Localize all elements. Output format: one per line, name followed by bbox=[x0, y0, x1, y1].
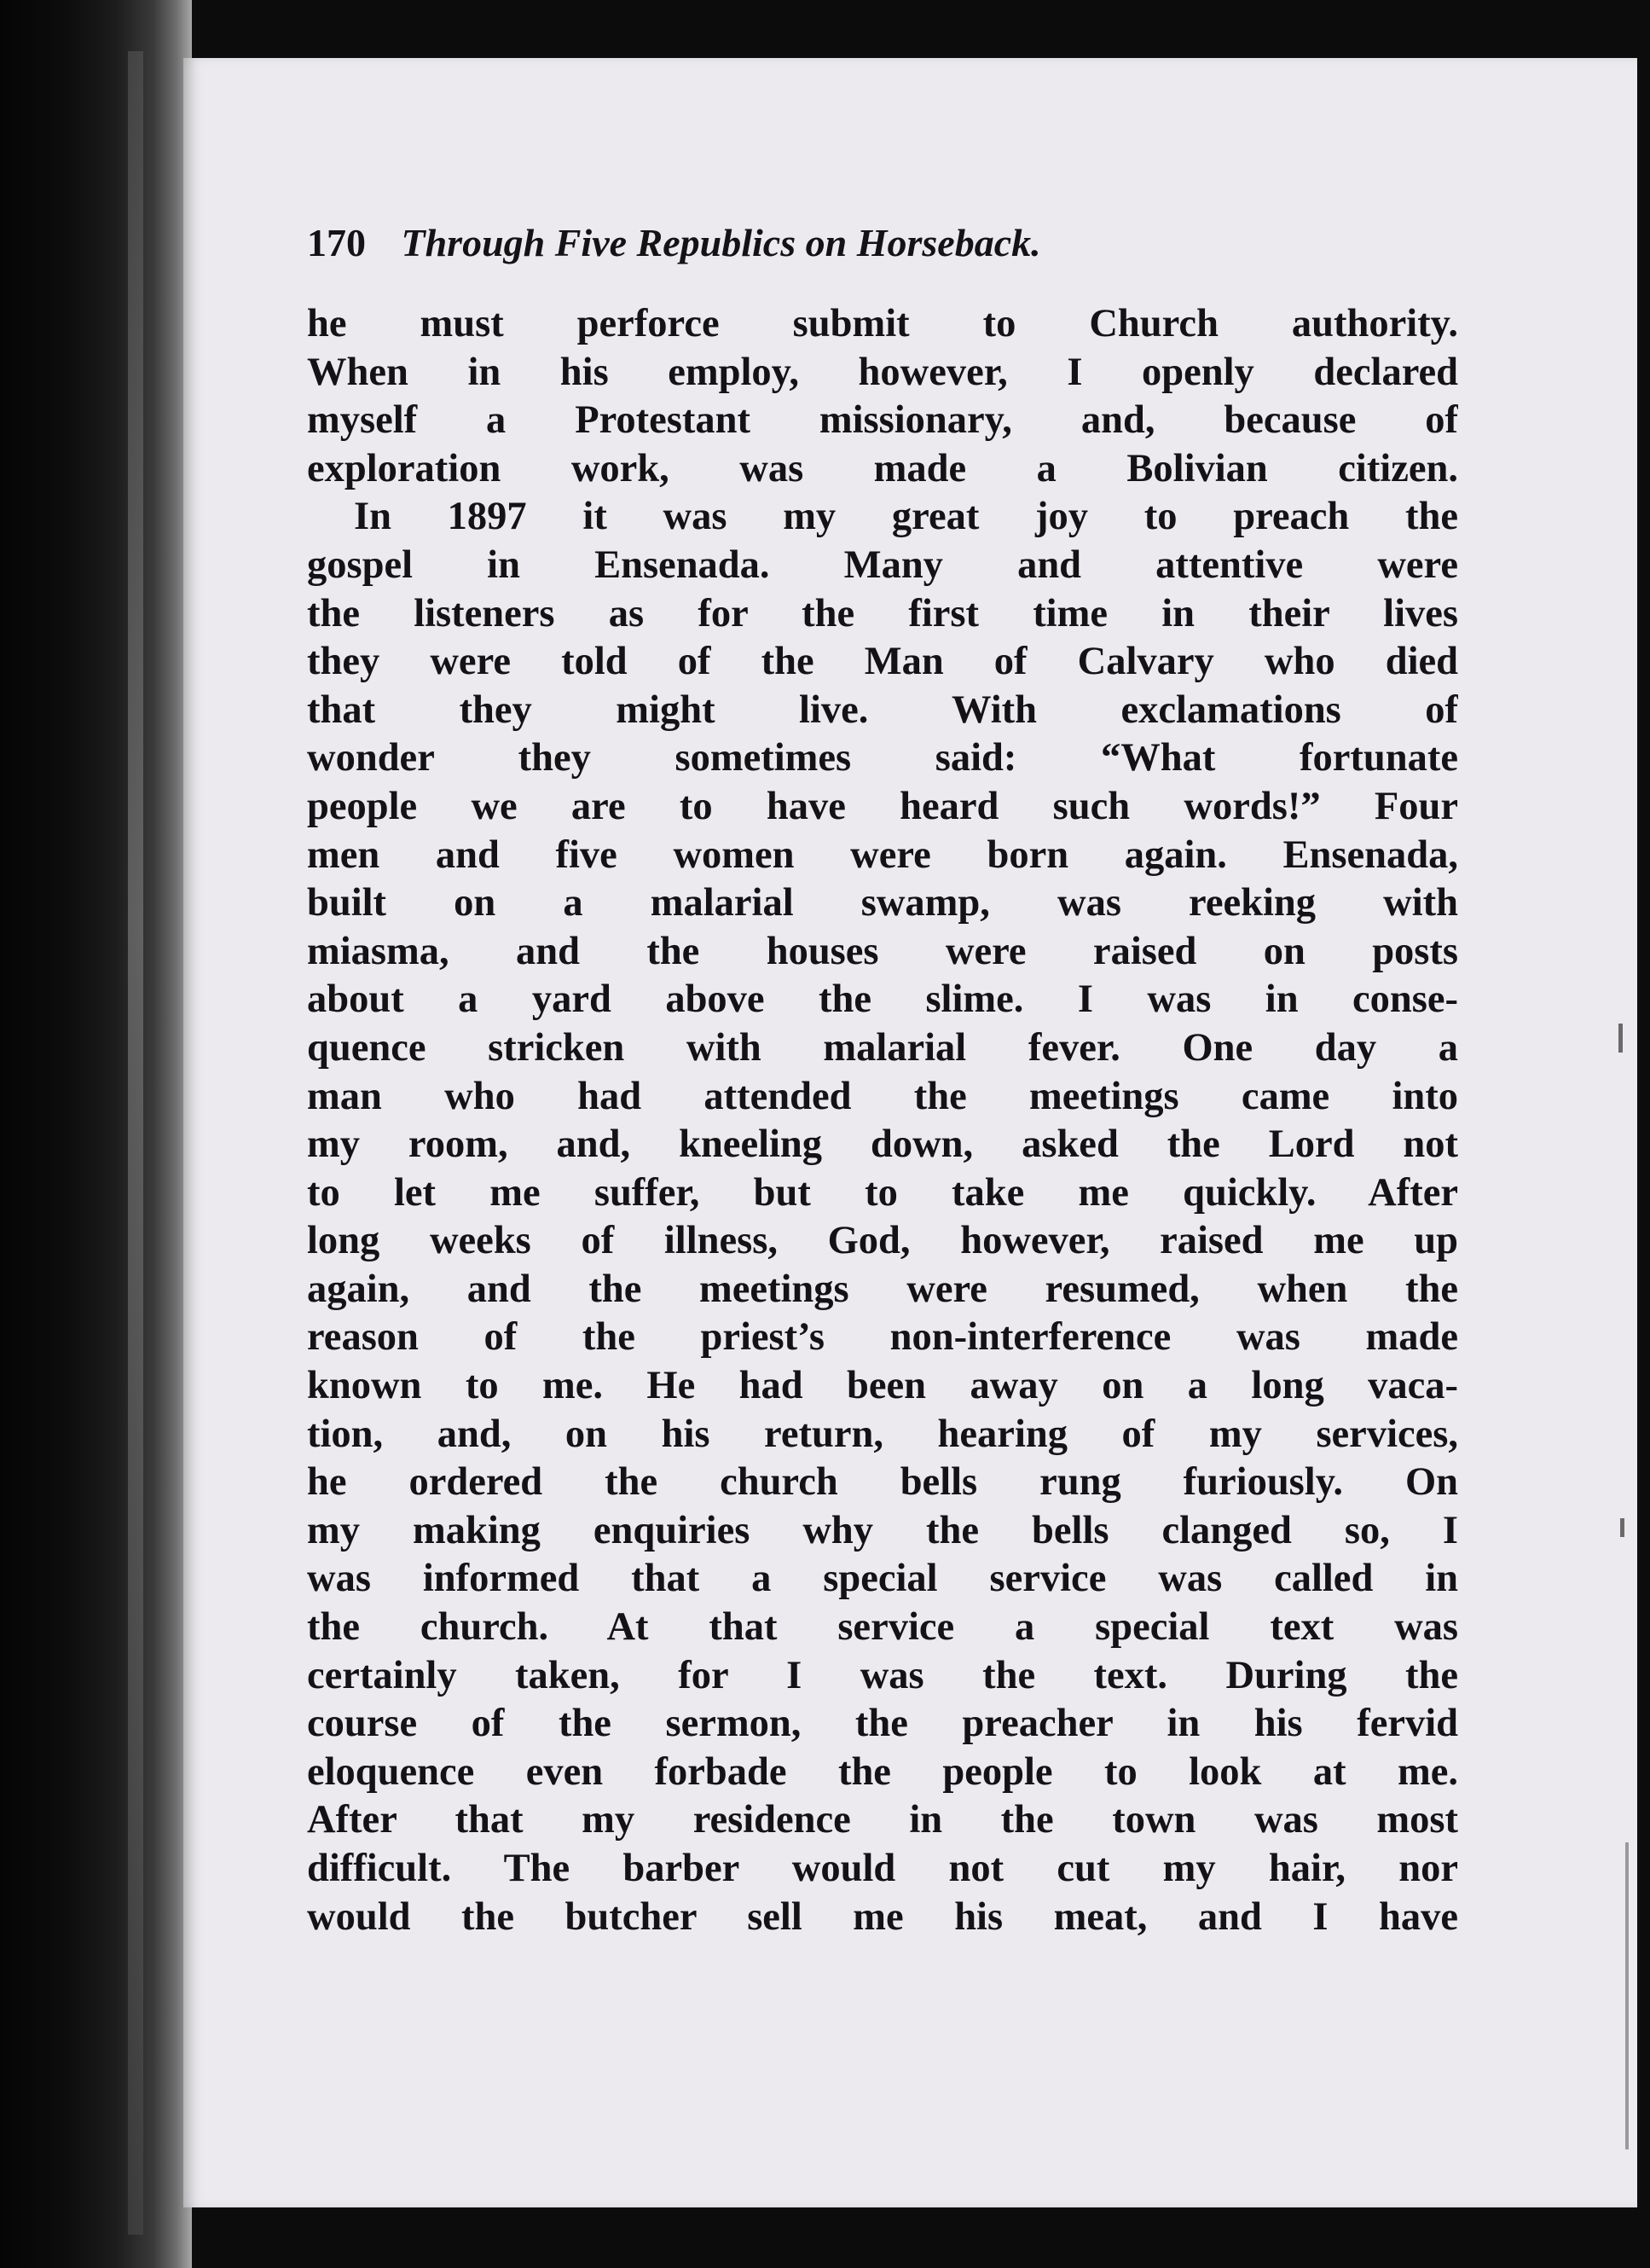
text-line: would the butcher sell me his meat, and I have bbox=[307, 1894, 1458, 1939]
running-header bbox=[307, 220, 1398, 281]
text-line: wonder they sometimes said: “What fortunate bbox=[307, 736, 1458, 780]
book-spine-shadow bbox=[0, 0, 192, 2268]
text-line: long weeks of illness, God, however, raised me up bbox=[307, 1219, 1458, 1263]
text-line: my room, and, kneeling down, asked the Lord not bbox=[307, 1122, 1458, 1167]
text-line: known to me. He had been away on a long vaca- bbox=[307, 1364, 1458, 1408]
running-title: Through Five Republics on Horseback. bbox=[401, 221, 1041, 264]
text-line: men and five women were born again. Ensenada, bbox=[307, 832, 1458, 877]
margin-speck bbox=[1625, 1842, 1629, 2149]
text-line: again, and the meetings were resumed, when the bbox=[307, 1267, 1458, 1311]
text-line: eloquence even forbade the people to look at me. bbox=[307, 1749, 1458, 1794]
text-line: course of the sermon, the preacher in his fervid bbox=[307, 1702, 1458, 1746]
text-line: the listeners as for the first time in their lives bbox=[307, 591, 1458, 635]
text-line: When in his employ, however, I openly declared bbox=[307, 350, 1458, 394]
margin-speck bbox=[1618, 1024, 1623, 1053]
scan-border-right bbox=[1637, 0, 1650, 2268]
text-line: After that my residence in the town was most bbox=[307, 1798, 1458, 1842]
text-line: man who had attended the meetings came into bbox=[307, 1074, 1458, 1118]
text-line: In 1897 it was my great joy to preach the bbox=[354, 495, 1458, 539]
text-line: difficult. The barber would not cut my hair, nor bbox=[307, 1847, 1458, 1890]
text-line: miasma, and the houses were raised on posts bbox=[307, 929, 1458, 973]
text-line: tion, and, on his return, hearing of my services, bbox=[307, 1412, 1458, 1456]
text-line: about a yard above the slime. I was in conse- bbox=[307, 977, 1458, 1022]
text-line: my making enquiries why the bells clanged so, I bbox=[307, 1508, 1458, 1552]
binding-edge-streak bbox=[128, 51, 143, 2235]
page-number: 170 bbox=[307, 221, 366, 264]
text-line: exploration work, was made a Bolivian citizen. bbox=[307, 446, 1458, 490]
text-line: people we are to have heard such words!” Four bbox=[307, 784, 1458, 828]
body-text bbox=[307, 300, 1458, 1941]
text-line: was informed that a special service was called in bbox=[307, 1557, 1458, 1601]
text-line: gospel in Ensenada. Many and attentive were bbox=[307, 542, 1458, 587]
text-line: to let me suffer, but to take me quickly. After bbox=[307, 1170, 1458, 1215]
text-line: reason of the priest’s non-interference was made bbox=[307, 1315, 1458, 1360]
text-line: certainly taken, for I was the text. During the bbox=[307, 1653, 1458, 1697]
text-line: myself a Protestant missionary, and, because of bbox=[307, 398, 1458, 443]
text-line: that they might live. With exclamations of bbox=[307, 687, 1458, 732]
text-line: quence stricken with malarial fever. One day a bbox=[307, 1025, 1458, 1070]
text-line: built on a malarial swamp, was reeking with bbox=[307, 881, 1458, 925]
margin-speck bbox=[1620, 1518, 1624, 1537]
text-line: he must perforce submit to Church authority. bbox=[307, 302, 1458, 345]
text-line: they were told of the Man of Calvary who died bbox=[307, 640, 1458, 684]
text-line: he ordered the church bells rung furiously. On bbox=[307, 1460, 1458, 1505]
text-line: the church. At that service a special text was bbox=[307, 1605, 1458, 1650]
